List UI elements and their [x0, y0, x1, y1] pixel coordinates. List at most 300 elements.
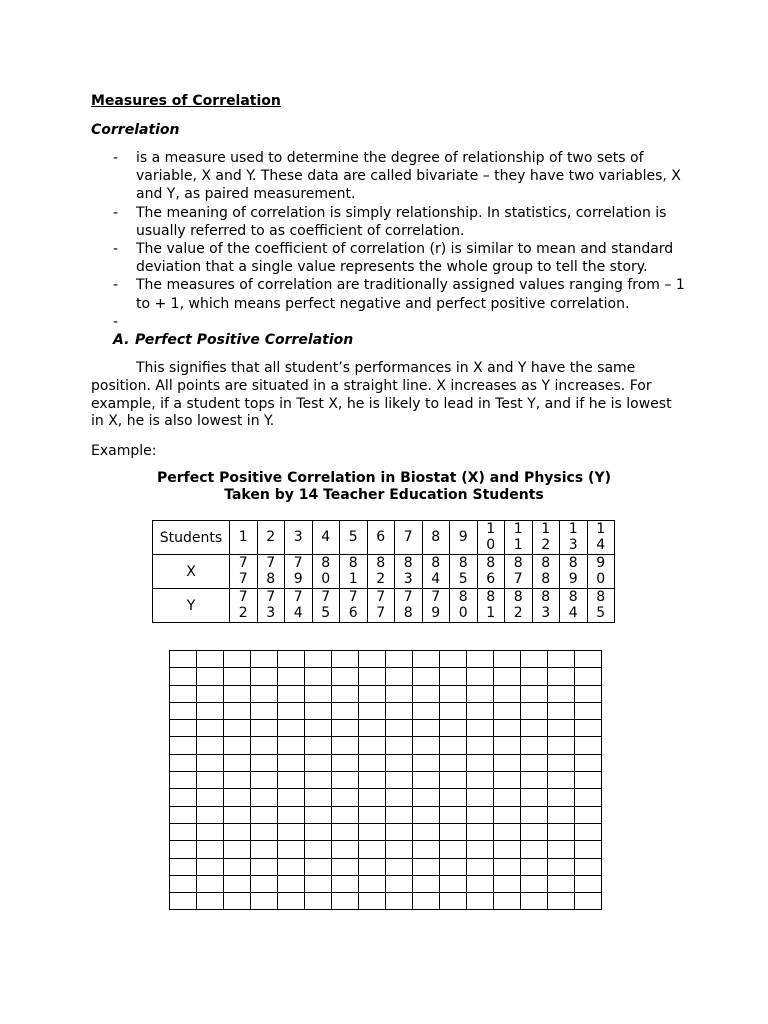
grid-cell	[305, 841, 332, 858]
body-paragraph: This signifies that all student’s performances in X and Y have the same position. All points are situated in a straight line. X increases as Y increases. For example, if a student tops in Test X, he is likely to lead in Test Y, and if he is lowest in X, he is also lowest in Y.	[91, 360, 672, 430]
grid-cell	[251, 720, 278, 737]
grid-cell	[359, 651, 386, 668]
table-cell: 78	[395, 589, 423, 623]
table-cell: 82	[505, 589, 533, 623]
grid-cell	[359, 841, 386, 858]
section-letter: A.	[113, 332, 130, 348]
table-cell: 87	[505, 555, 533, 589]
grid-cell	[467, 754, 494, 771]
grid-cell	[494, 823, 521, 840]
grid-row	[170, 772, 602, 789]
grid-cell	[170, 720, 197, 737]
table-cell: 80	[312, 555, 340, 589]
grid-cell	[386, 823, 413, 840]
grid-cell	[467, 806, 494, 823]
grid-cell	[521, 875, 548, 892]
table-cell: 82	[367, 555, 395, 589]
grid-cell	[467, 893, 494, 910]
grid-cell	[197, 806, 224, 823]
grid-cell	[332, 754, 359, 771]
grid-cell	[548, 823, 575, 840]
grid-cell	[575, 651, 602, 668]
grid-cell	[575, 668, 602, 685]
grid-cell	[251, 702, 278, 719]
grid-cell	[278, 754, 305, 771]
grid-cell	[386, 651, 413, 668]
grid-cell	[575, 737, 602, 754]
grid-cell	[359, 893, 386, 910]
grid-row	[170, 685, 602, 702]
grid-cell	[305, 737, 332, 754]
row-header: Y	[153, 589, 230, 623]
grid-cell	[467, 789, 494, 806]
table-cell: 6	[367, 521, 395, 555]
grid-cell	[386, 702, 413, 719]
list-item-text: The measures of correlation are traditionally assigned values ranging from – 1 to + 1, which means perfect negative and perfect positive correlation.	[136, 277, 685, 312]
grid-cell	[359, 858, 386, 875]
grid-cell	[467, 875, 494, 892]
grid-cell	[305, 651, 332, 668]
grid-cell	[386, 685, 413, 702]
table-title	[91, 470, 677, 504]
grid-cell	[332, 720, 359, 737]
grid-cell	[170, 772, 197, 789]
grid-cell	[278, 668, 305, 685]
table-cell: 2	[257, 521, 285, 555]
grid-cell	[170, 685, 197, 702]
grid-cell	[305, 668, 332, 685]
grid-cell	[332, 789, 359, 806]
grid-cell	[305, 858, 332, 875]
grid-cell	[278, 789, 305, 806]
grid-cell	[440, 823, 467, 840]
grid-cell	[278, 772, 305, 789]
grid-cell	[386, 875, 413, 892]
grid-row	[170, 875, 602, 892]
grid-cell	[197, 754, 224, 771]
grid-cell	[251, 772, 278, 789]
grid-cell	[278, 875, 305, 892]
grid-cell	[197, 737, 224, 754]
section-title: Perfect Positive Correlation	[135, 332, 354, 348]
grid-cell	[548, 702, 575, 719]
grid-cell	[467, 823, 494, 840]
grid-cell	[332, 685, 359, 702]
grid-cell	[575, 772, 602, 789]
grid-cell	[251, 651, 278, 668]
table-cell: 84	[560, 589, 588, 623]
grid-cell	[278, 720, 305, 737]
grid-cell	[440, 754, 467, 771]
grid-cell	[413, 737, 440, 754]
grid-cell	[548, 806, 575, 823]
list-item-text: The value of the coefficient of correlation (r) is similar to mean and standard deviation that a single value represents the whole group to tell the story.	[136, 241, 674, 276]
grid-cell	[359, 668, 386, 685]
grid-cell	[359, 772, 386, 789]
table-cell: 85	[450, 555, 478, 589]
grid-cell	[251, 806, 278, 823]
grid-cell	[359, 737, 386, 754]
grid-cell	[548, 893, 575, 910]
grid-cell	[386, 806, 413, 823]
grid-row	[170, 858, 602, 875]
grid-cell	[413, 685, 440, 702]
grid-cell	[224, 668, 251, 685]
grid-cell	[170, 823, 197, 840]
table-cell: 83	[532, 589, 560, 623]
list-item: - is a measure used to determine the degree of relationship of two sets of variable, X and Y. These data are called bivariate – they have two variables, X and Y, as paired measurement.	[113, 150, 681, 203]
grid-cell	[170, 754, 197, 771]
grid-row	[170, 893, 602, 910]
grid-cell	[521, 685, 548, 702]
grid-cell	[224, 651, 251, 668]
grid-cell	[521, 858, 548, 875]
grid-cell	[521, 754, 548, 771]
grid-cell	[413, 789, 440, 806]
table-cell: 73	[257, 589, 285, 623]
grid-cell	[494, 858, 521, 875]
grid-cell	[548, 875, 575, 892]
grid-cell	[521, 806, 548, 823]
grid-cell	[197, 772, 224, 789]
grid-cell	[170, 875, 197, 892]
table-cell: 80	[450, 589, 478, 623]
grid-cell	[359, 720, 386, 737]
grid-cell	[494, 651, 521, 668]
grid-cell	[359, 823, 386, 840]
grid-cell	[413, 772, 440, 789]
grid-cell	[521, 789, 548, 806]
grid-cell	[575, 823, 602, 840]
grid-cell	[251, 754, 278, 771]
grid-cell	[440, 737, 467, 754]
grid-cell	[494, 893, 521, 910]
grid-cell	[548, 685, 575, 702]
grid-cell	[548, 720, 575, 737]
row-header: Students	[153, 521, 230, 555]
grid-cell	[197, 823, 224, 840]
grid-cell	[170, 651, 197, 668]
grid-cell	[305, 720, 332, 737]
grid-cell	[575, 806, 602, 823]
grid-cell	[494, 875, 521, 892]
table-title-line: Taken by 14 Teacher Education Students	[224, 487, 544, 503]
grid-cell	[467, 668, 494, 685]
table-cell: 81	[477, 589, 505, 623]
table-cell: 5	[340, 521, 368, 555]
section-heading	[113, 331, 353, 349]
grid-cell	[548, 668, 575, 685]
grid-cell	[494, 806, 521, 823]
grid-cell	[305, 806, 332, 823]
grid-cell	[440, 772, 467, 789]
grid-cell	[548, 651, 575, 668]
grid-cell	[575, 754, 602, 771]
list-item-text: The meaning of correlation is simply relationship. In statistics, correlation is usually referred to as coefficient of correlation.	[136, 204, 667, 239]
grid-cell	[440, 875, 467, 892]
grid-cell	[251, 893, 278, 910]
grid-cell	[494, 720, 521, 737]
grid-cell	[278, 702, 305, 719]
grid-cell	[575, 789, 602, 806]
list-item: - The measures of correlation are traditionally assigned values ranging from – 1 to + 1, which means perfect negative and perfect positive correlation.	[113, 277, 685, 312]
grid-cell	[278, 858, 305, 875]
grid-cell	[548, 858, 575, 875]
grid-cell	[494, 789, 521, 806]
table-cell: 81	[340, 555, 368, 589]
grid-cell	[440, 841, 467, 858]
grid-cell	[548, 737, 575, 754]
grid-cell	[467, 651, 494, 668]
table-cell: 74	[285, 589, 313, 623]
grid-cell	[494, 772, 521, 789]
table-cell: 12	[532, 521, 560, 555]
grid-cell	[467, 772, 494, 789]
grid-cell	[386, 754, 413, 771]
table-cell: 84	[422, 555, 450, 589]
grid-cell	[332, 651, 359, 668]
grid-cell	[413, 858, 440, 875]
grid-cell	[305, 789, 332, 806]
grid-cell	[224, 685, 251, 702]
grid-cell	[224, 702, 251, 719]
grid-cell	[440, 685, 467, 702]
grid-cell	[440, 858, 467, 875]
grid-cell	[197, 789, 224, 806]
grid-cell	[278, 823, 305, 840]
table-cell: 4	[312, 521, 340, 555]
section-subheading: Correlation	[91, 122, 180, 138]
table-cell: 83	[395, 555, 423, 589]
grid-row	[170, 806, 602, 823]
grid-cell	[575, 893, 602, 910]
table-cell: 14	[587, 521, 615, 555]
grid-cell	[359, 754, 386, 771]
table-cell: 9	[450, 521, 478, 555]
graph-grid	[169, 650, 602, 910]
grid-cell	[224, 841, 251, 858]
grid-cell	[332, 806, 359, 823]
table-cell: 1	[230, 521, 258, 555]
grid-cell	[440, 720, 467, 737]
grid-cell	[224, 858, 251, 875]
grid-cell	[494, 737, 521, 754]
grid-cell	[359, 806, 386, 823]
grid-cell	[548, 789, 575, 806]
grid-cell	[494, 668, 521, 685]
table-cell: 7	[395, 521, 423, 555]
grid-cell	[575, 702, 602, 719]
grid-cell	[278, 651, 305, 668]
grid-cell	[278, 841, 305, 858]
grid-cell	[224, 806, 251, 823]
grid-cell	[251, 737, 278, 754]
list-item: - The value of the coefficient of correlation (r) is similar to mean and standard deviation that a single value represents the whole group to tell the story.	[113, 241, 674, 276]
table-cell: 79	[422, 589, 450, 623]
grid-cell	[413, 668, 440, 685]
grid-cell	[278, 685, 305, 702]
grid-cell	[467, 737, 494, 754]
grid-cell	[386, 841, 413, 858]
grid-row	[170, 720, 602, 737]
grid-cell	[521, 841, 548, 858]
grid-cell	[332, 858, 359, 875]
grid-cell	[332, 702, 359, 719]
grid-cell	[251, 841, 278, 858]
table-cell: 72	[230, 589, 258, 623]
grid-cell	[170, 668, 197, 685]
grid-cell	[170, 789, 197, 806]
grid-row	[170, 702, 602, 719]
grid-cell	[251, 685, 278, 702]
row-header: X	[153, 555, 230, 589]
grid-cell	[305, 754, 332, 771]
grid-cell	[170, 893, 197, 910]
scores-table	[152, 520, 615, 623]
grid-row	[170, 823, 602, 840]
grid-cell	[413, 875, 440, 892]
grid-cell	[197, 651, 224, 668]
grid-cell	[305, 772, 332, 789]
grid-cell	[251, 789, 278, 806]
grid-row	[170, 841, 602, 858]
table-title-line: Perfect Positive Correlation in Biostat (X) and Physics (Y)	[157, 470, 611, 486]
grid-cell	[413, 720, 440, 737]
grid-cell	[413, 702, 440, 719]
table-cell: 78	[257, 555, 285, 589]
grid-cell	[332, 737, 359, 754]
grid-cell	[494, 754, 521, 771]
table-cell: 8	[422, 521, 450, 555]
table-cell: 13	[560, 521, 588, 555]
grid-cell	[332, 772, 359, 789]
grid-cell	[305, 685, 332, 702]
grid-cell	[413, 823, 440, 840]
grid-cell	[224, 737, 251, 754]
table-cell: 79	[285, 555, 313, 589]
grid-cell	[359, 875, 386, 892]
grid-cell	[440, 806, 467, 823]
grid-cell	[386, 668, 413, 685]
grid-cell	[170, 841, 197, 858]
grid-cell	[467, 720, 494, 737]
grid-cell	[440, 789, 467, 806]
grid-cell	[440, 668, 467, 685]
grid-cell	[197, 668, 224, 685]
grid-cell	[224, 823, 251, 840]
grid-cell	[359, 685, 386, 702]
grid-cell	[548, 754, 575, 771]
grid-cell	[224, 720, 251, 737]
grid-cell	[386, 737, 413, 754]
grid-cell	[224, 754, 251, 771]
grid-cell	[494, 841, 521, 858]
grid-cell	[251, 823, 278, 840]
grid-cell	[197, 702, 224, 719]
grid-cell	[467, 841, 494, 858]
grid-cell	[386, 789, 413, 806]
definition-list: - is a measure used to determine the degree of relationship of two sets of variable, X and Y. These data are called bivariate – they have two variables, X and Y, as paired measurement. - The meaning of correlation is simply relationship. In statistics, correlation is usually referred to as coefficient of correlation. - The value of the coefficient of correlation (r) is similar to mean and standard deviation that a single value represents the whole group to tell the story. - The measures of correlation are traditionally assigned values ranging from – 1 to + 1, which means perfect negative and perfect positive correlation. -	[91, 149, 691, 313]
grid-cell	[521, 893, 548, 910]
table-cell: 3	[285, 521, 313, 555]
grid-row	[170, 651, 602, 668]
grid-cell	[197, 841, 224, 858]
grid-cell	[413, 754, 440, 771]
grid-cell	[359, 702, 386, 719]
grid-cell	[251, 668, 278, 685]
grid-cell	[386, 720, 413, 737]
grid-cell	[197, 720, 224, 737]
grid-cell	[521, 702, 548, 719]
grid-cell	[305, 893, 332, 910]
table-cell: 86	[477, 555, 505, 589]
grid-cell	[278, 806, 305, 823]
list-item-text: is a measure used to determine the degree of relationship of two sets of variable, X and Y. These data are called bivariate – they have two variables, X and Y, as paired measurement.	[136, 150, 681, 203]
grid-cell	[197, 875, 224, 892]
grid-cell	[305, 823, 332, 840]
grid-cell	[332, 841, 359, 858]
grid-cell	[575, 685, 602, 702]
grid-row	[170, 668, 602, 685]
grid-cell	[197, 858, 224, 875]
grid-cell	[386, 858, 413, 875]
grid-row	[170, 789, 602, 806]
grid-cell	[224, 875, 251, 892]
grid-cell	[548, 841, 575, 858]
grid-row	[170, 754, 602, 771]
grid-cell	[359, 789, 386, 806]
grid-cell	[386, 772, 413, 789]
grid-cell	[332, 893, 359, 910]
table-cell: 77	[230, 555, 258, 589]
grid-cell	[305, 702, 332, 719]
table-row	[153, 521, 615, 555]
grid-cell	[278, 893, 305, 910]
grid-cell	[386, 893, 413, 910]
grid-cell	[332, 668, 359, 685]
grid-cell	[494, 702, 521, 719]
grid-cell	[521, 668, 548, 685]
grid-cell	[224, 893, 251, 910]
grid-cell	[494, 685, 521, 702]
grid-cell	[170, 702, 197, 719]
grid-cell	[197, 893, 224, 910]
table-cell: 11	[505, 521, 533, 555]
grid-cell	[170, 806, 197, 823]
table-cell: 85	[587, 589, 615, 623]
grid-cell	[521, 720, 548, 737]
grid-cell	[251, 858, 278, 875]
grid-cell	[440, 651, 467, 668]
document-heading: Measures of Correlation	[91, 93, 281, 109]
grid-cell	[413, 893, 440, 910]
table-cell: 76	[340, 589, 368, 623]
table-cell: 75	[312, 589, 340, 623]
grid-cell	[413, 651, 440, 668]
grid-cell	[521, 651, 548, 668]
grid-cell	[170, 858, 197, 875]
table-row	[153, 555, 615, 589]
example-label: Example:	[91, 443, 157, 459]
table-cell: 89	[560, 555, 588, 589]
grid-cell	[467, 858, 494, 875]
grid-cell	[197, 685, 224, 702]
grid-cell	[224, 789, 251, 806]
table-cell: 90	[587, 555, 615, 589]
grid-cell	[332, 875, 359, 892]
grid-row	[170, 737, 602, 754]
table-cell: 10	[477, 521, 505, 555]
